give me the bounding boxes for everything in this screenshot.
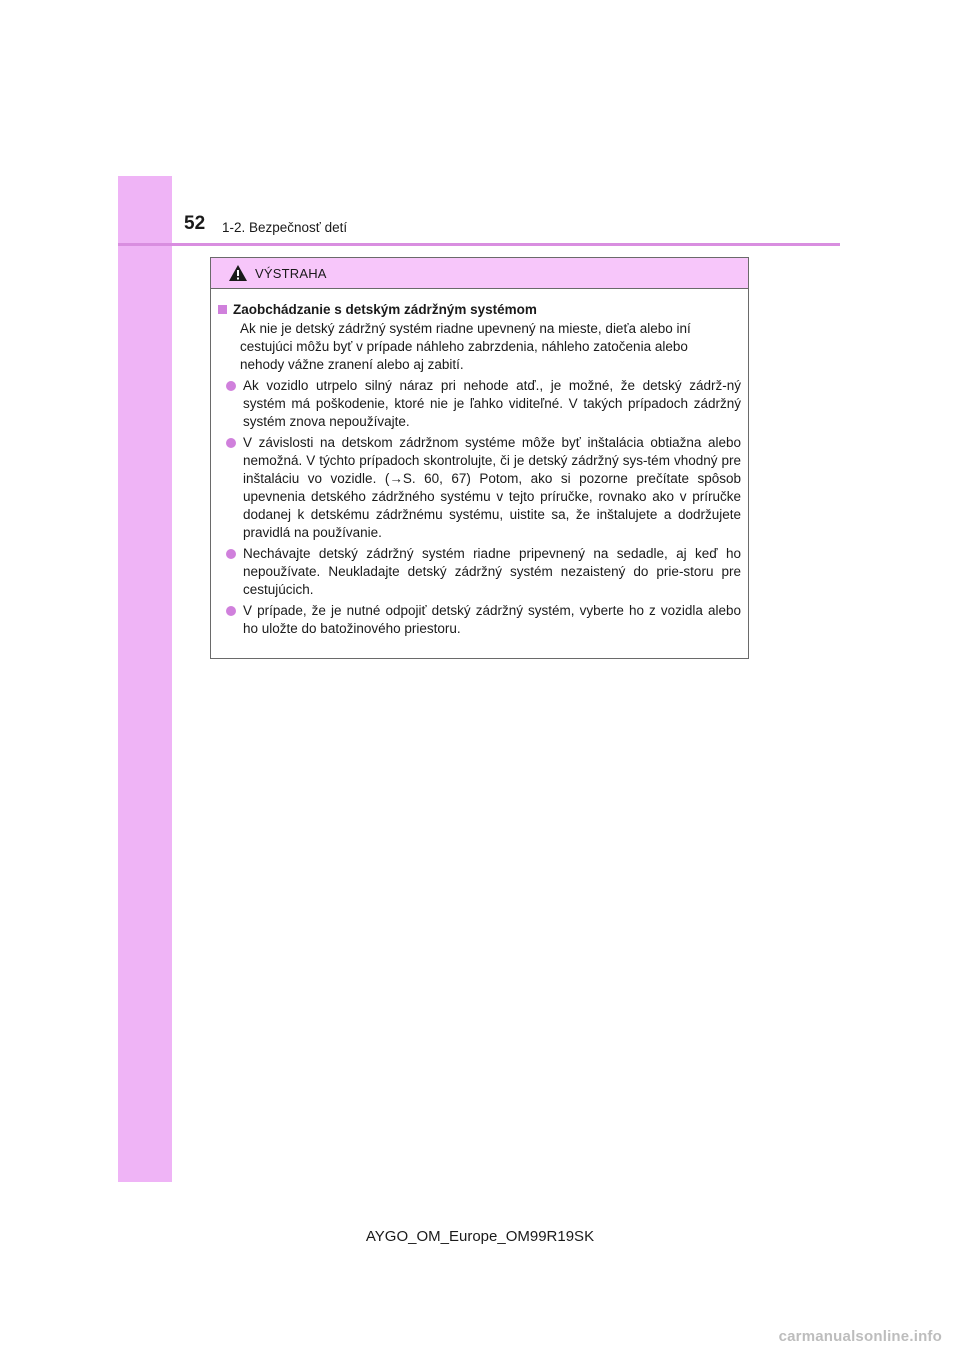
warning-box bbox=[210, 257, 749, 659]
list-item bbox=[218, 602, 741, 638]
circle-bullet-icon bbox=[226, 606, 236, 616]
warning-intro: Ak nie je detský zádržný systém riadne upevnený na mieste, dieťa alebo iní cestujúci môžu byť v prípade náhleho zabrzdenia, náhleho zatočenia alebo nehody vážne zranení alebo aj zabití. bbox=[240, 321, 691, 372]
list-item bbox=[218, 434, 741, 542]
circle-bullet-icon bbox=[226, 438, 236, 448]
footer-doc-code: AYGO_OM_Europe_OM99R19SK bbox=[365, 1228, 595, 1245]
side-color-strip bbox=[118, 176, 172, 1182]
list-item bbox=[218, 545, 741, 599]
page-number: 52 bbox=[184, 213, 206, 234]
section-title: 1-2. Bezpečnosť detí bbox=[222, 220, 348, 235]
header-rule bbox=[118, 243, 840, 246]
list-item-text: Ak vozidlo utrpelo silný náraz pri nehode atď., je možné, že detský zádrž-ný systém má poškodenie, ktoré nie je ľahko viditeľné. V takých prípadoch zádržný systém znova nepoužívajte. bbox=[243, 378, 741, 429]
list-item-text: V prípade, že je nutné odpojiť detský zádržný systém, vyberte ho z vozidla alebo ho uložte do batožinového priestoru. bbox=[243, 603, 741, 636]
circle-bullet-icon bbox=[226, 381, 236, 391]
square-bullet-icon bbox=[218, 305, 227, 314]
warning-subheading-text: Zaobchádzanie s detským zádržným systémom bbox=[233, 302, 537, 317]
warning-subheading bbox=[218, 301, 741, 319]
warning-triangle-icon bbox=[228, 264, 248, 282]
warning-header bbox=[211, 258, 748, 289]
warning-body bbox=[211, 289, 748, 638]
circle-bullet-icon bbox=[226, 549, 236, 559]
warning-title: VÝSTRAHA bbox=[255, 266, 327, 281]
watermark: carmanualsonline.info bbox=[778, 1328, 942, 1345]
list-item bbox=[218, 377, 741, 431]
list-item-text: V závislosti na detskom zádržnom systéme môže byť inštalácia obtiažna alebo nemožná. V týchto prípadoch skontrolujte, či je detský zádržný sys-tém vhodný pre inštaláciu vo vozidle. (→S. 60, 67) Potom, ako si pozorne prečítate spôsob upevnenia detského zádržného systému v tejto príručke, rovnako ako v príručke dodanej k detskému zádržnému systému, uistite sa, že inštalujete a dodržujete pravidlá na používanie. bbox=[243, 435, 741, 540]
list-item-text: Nechávajte detský zádržný systém riadne pripevnený na sedadle, aj keď ho nepoužívate. Neukladajte detský zádržný systém nezaistený do prie-storu pre cestujúcich. bbox=[243, 546, 741, 597]
